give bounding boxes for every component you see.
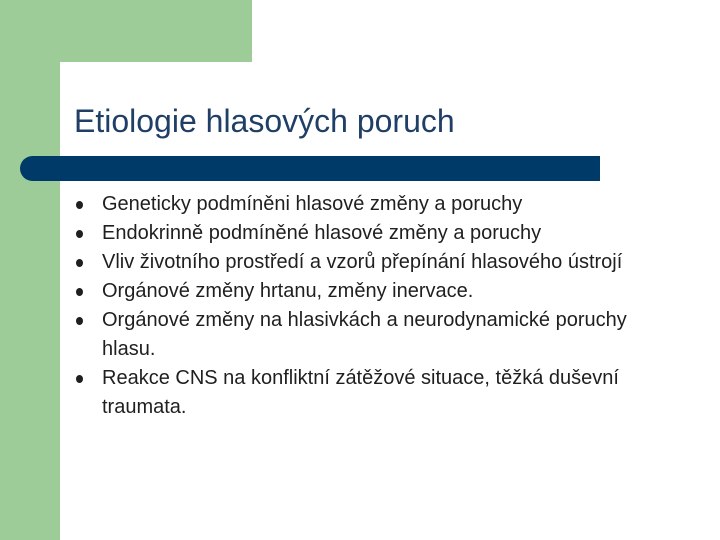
bullet-dot-icon [76,230,83,238]
bullet-dot-icon [76,375,83,383]
list-item [76,248,676,277]
list-item [76,190,676,219]
bullet-dot-icon [76,317,83,325]
bullet-dot-icon [76,259,83,267]
bullet-text: Vliv životního prostředí a vzorů přepínání hlasového ústrojí [102,251,623,273]
bullet-dot-icon [76,201,83,209]
bullet-text: Orgánové změny na hlasivkách a neurodynamické poruchy hlasu. [102,309,627,360]
title-underline-bar [20,156,600,181]
list-item [76,306,676,364]
bullet-text: Orgánové změny hrtanu, změny inervace. [102,280,474,302]
slide-title: Etiologie hlasových poruch [74,103,455,139]
bullet-dot-icon [76,288,83,296]
bullet-list [76,190,676,422]
bullet-text: Endokrinně podmíněné hlasové změny a poruchy [102,222,542,244]
list-item [76,364,676,422]
list-item [76,219,676,248]
decorative-green-strip [0,0,60,540]
list-item [76,277,676,306]
bullet-text: Reakce CNS na konfliktní zátěžové situace, těžká duševní traumata. [102,367,619,418]
bullet-text: Geneticky podmíněni hlasové změny a poruchy [102,193,523,215]
